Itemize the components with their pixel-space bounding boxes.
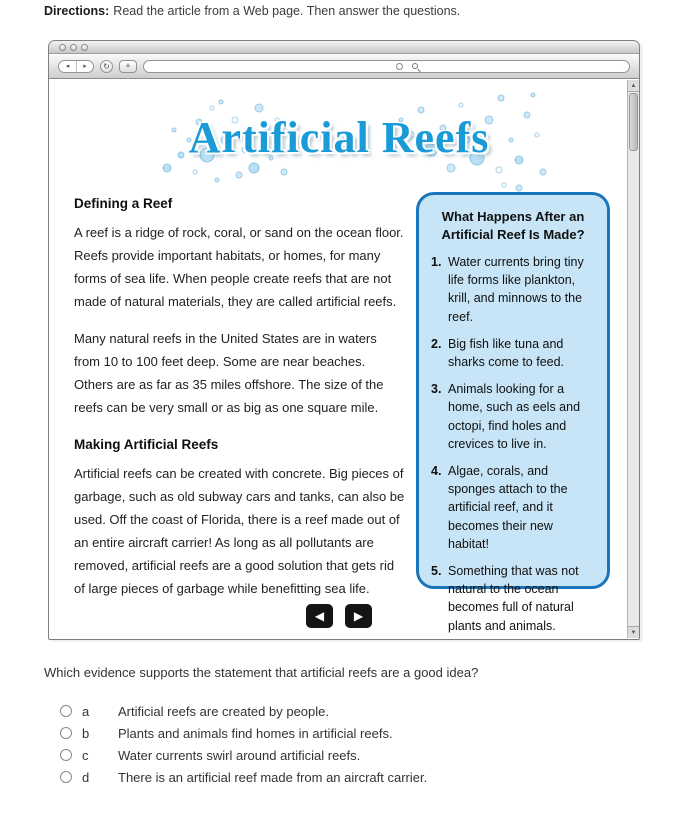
option-row-a[interactable] — [0, 700, 697, 722]
option-letter: b — [82, 725, 90, 741]
directions — [44, 4, 460, 18]
directions-label: Directions: — [44, 4, 110, 18]
web-page-content — [49, 80, 639, 638]
search-icon[interactable] — [412, 63, 418, 69]
answer-options — [0, 700, 697, 788]
add-tab-button[interactable]: + — [119, 60, 137, 73]
option-row-c[interactable] — [0, 744, 697, 766]
pager — [49, 604, 629, 628]
back-button[interactable]: ◂ — [65, 63, 70, 70]
option-text: Artificial reefs are created by people. — [118, 703, 329, 719]
site-icon — [396, 63, 403, 70]
list-text: Something that was not natural to the ocean becomes full of natural plants and animals. — [448, 564, 579, 633]
forward-button[interactable]: ▸ — [76, 61, 93, 72]
browser-toolbar — [49, 54, 639, 79]
list-item — [431, 380, 595, 453]
sidebar-heading: What Happens After an Artificial Reef Is Made? — [441, 209, 585, 242]
list-item — [431, 335, 595, 371]
next-page-button[interactable]: ▶ — [345, 604, 372, 628]
option-text: There is an artificial reef made from an aircraft carrier. — [118, 769, 428, 785]
article-paragraph: A reef is a ridge of rock, coral, or sand on the ocean floor. Reefs provide important habitats, or homes, for many forms of sea life. When people create reefs that are not made of natural materials, they are called artificial reefs. — [74, 225, 404, 309]
article-paragraph: Artificial reefs can be created with concrete. Big pieces of garbage, such as old subway cars and tanks, can also be used. Off the coast of Florida, there is a reef made out of an entire aircraft carrier! As long as all pollutants are removed, artificial reefs are a good solution that gets rid of large pieces of garbage while benefitting sea life. — [74, 466, 405, 596]
list-item — [431, 462, 595, 553]
article-title: Artificial Reefs — [188, 113, 490, 162]
article-body — [74, 192, 406, 614]
article-paragraph: Many natural reefs in the United States are in waters from 10 to 100 feet deep. Some are near beaches. Others are as far as 35 miles offshore. The size of the reefs can be very small or as big as one square mile. — [74, 331, 384, 415]
directions-text: Read the article from a Web page. Then answer the questions. — [113, 4, 461, 18]
radio-option-d[interactable] — [60, 771, 72, 783]
list-text: Water currents bring tiny life forms like plankton, krill, and minnows to the reef. — [448, 255, 584, 324]
browser-window — [48, 40, 640, 640]
list-number: 4. — [431, 464, 442, 479]
history-nav-group — [58, 60, 94, 73]
option-text: Water currents swirl around artificial reefs. — [118, 747, 361, 763]
section-heading-making: Making Artificial Reefs — [74, 437, 219, 452]
sidebar-callout-box — [416, 192, 610, 633]
radio-option-a[interactable] — [60, 705, 72, 717]
browser-titlebar — [49, 41, 639, 54]
list-number: 1. — [431, 255, 442, 269]
list-text: Algae, corals, and sponges attach to the artificial reef, and it becomes their new habitat! — [448, 464, 568, 551]
list-number: 5. — [431, 564, 442, 579]
list-item — [431, 253, 595, 326]
option-letter: d — [82, 769, 90, 785]
list-text: Big fish like tuna and sharks come to feed. — [448, 336, 565, 370]
scroll-down-icon[interactable]: ▼ — [628, 626, 639, 638]
radio-option-b[interactable] — [60, 727, 72, 739]
window-zoom-icon[interactable] — [81, 44, 88, 51]
question-text: Which evidence supports the statement that artificial reefs are a good idea? — [44, 665, 479, 680]
address-bar[interactable] — [143, 60, 630, 73]
refresh-button[interactable]: ↻ — [100, 60, 113, 73]
window-close-icon[interactable] — [59, 44, 66, 51]
list-number: 2. — [431, 336, 442, 351]
option-letter: a — [82, 703, 90, 719]
list-text: Animals looking for a home, such as eels and octopi, find holes and crevices to live in. — [448, 382, 581, 451]
scrollbar[interactable] — [627, 80, 639, 638]
option-text: Plants and animals find homes in artificial reefs. — [118, 725, 393, 741]
option-letter: c — [82, 747, 89, 763]
scrollbar-thumb[interactable] — [629, 93, 638, 151]
option-row-d[interactable] — [0, 766, 697, 788]
radio-option-c[interactable] — [60, 749, 72, 761]
window-minimize-icon[interactable] — [70, 44, 77, 51]
scroll-up-icon[interactable]: ▲ — [628, 80, 639, 92]
section-heading-defining: Defining a Reef — [74, 196, 173, 211]
prev-page-button[interactable]: ◀ — [306, 604, 333, 628]
option-row-b[interactable] — [0, 722, 697, 744]
list-number: 3. — [431, 382, 442, 397]
